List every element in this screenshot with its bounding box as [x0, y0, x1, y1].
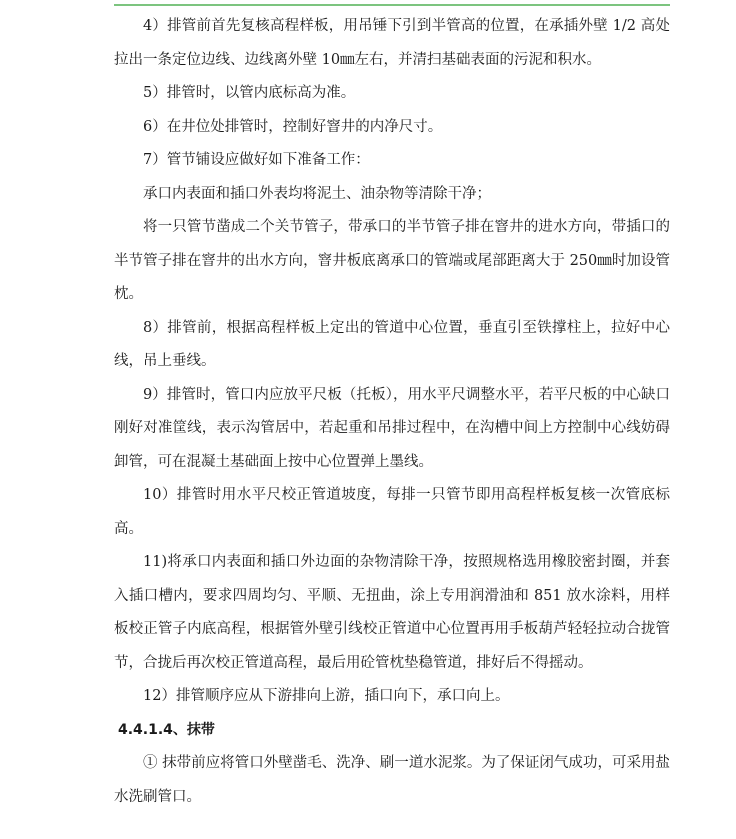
paragraph-step-6: 6）在井位处排管时，控制好窨井的内净尺寸。 — [143, 118, 443, 135]
paragraph-prep-clean: 承口内表面和插口外表均将泥土、油杂物等清除干净； — [143, 185, 491, 202]
paragraph-step-8: 8）排管前，根据高程样板上定出的管道中心位置，垂直引至铁撑柱上，拉好中心线，吊上垂线。 — [114, 319, 670, 369]
paragraph-step-10: 10）排管时用水平尺校正管道坡度，每排一只管节即用高程样板复核一次管底标高。 — [114, 487, 670, 537]
paragraph-prep-pipe: 将一只管节凿成二个关节管子，带承口的半节管子排在窨井的进水方向，带插口的半节管子排在窨井的出水方向，窨井板底离承口的管端或尾部距离大于 250㎜时加设管枕。 — [114, 219, 670, 302]
paragraph-step-12: 12）排管顺序应从下游排向上游，插口向下，承口向上。 — [143, 688, 510, 704]
paragraph-step-5: 5）排管时，以管内底标高为准。 — [143, 85, 356, 101]
paragraph-step-11: 11)将承口内表面和插口外边面的杂物清除干净，按照规格选用橡胶密封圈，并套入插口槽内，要求四周均匀、平顺、无扭曲，涂上专用润滑油和 851 放水涂料，用样板校正管子内底高程，根据管外壁引线校正管道中心位置再用手板葫芦轻轻拉动合拢管节，合拢后再次校正管道高程，最后用砼管枕垫稳管道，排好后不得摇动。 — [114, 554, 670, 671]
top-divider-line — [114, 4, 670, 6]
paragraph-step-7: 7）管节铺设应做好如下准备工作： — [143, 152, 370, 168]
document-body — [114, 10, 670, 814]
paragraph-banding-1: ① 抹带前应将管口外壁凿毛、洗净、刷一道水泥浆。为了保证闭气成功，可采用盐水洗刷管口。 — [114, 755, 670, 805]
paragraph-step-9: 9）排管时，管口内应放平尺板（托板），用水平尺调整水平，若平尺板的中心缺口刚好对准筐线，表示沟管居中，若起重和吊排过程中，在沟槽中间上方控制中心线妨碍卸管，可在混凝土基础面上按中心位置弹上墨线。 — [114, 386, 670, 470]
paragraph-step-4: 4）排管前首先复核高程样板，用吊锤下引到半管高的位置，在承插外壁 1/2 高处拉出一条定位边线、边线离外壁 10㎜左右，并清扫基础表面的污泥和积水。 — [114, 18, 670, 68]
section-heading: 4.4.1.4、抹带 — [118, 721, 215, 738]
